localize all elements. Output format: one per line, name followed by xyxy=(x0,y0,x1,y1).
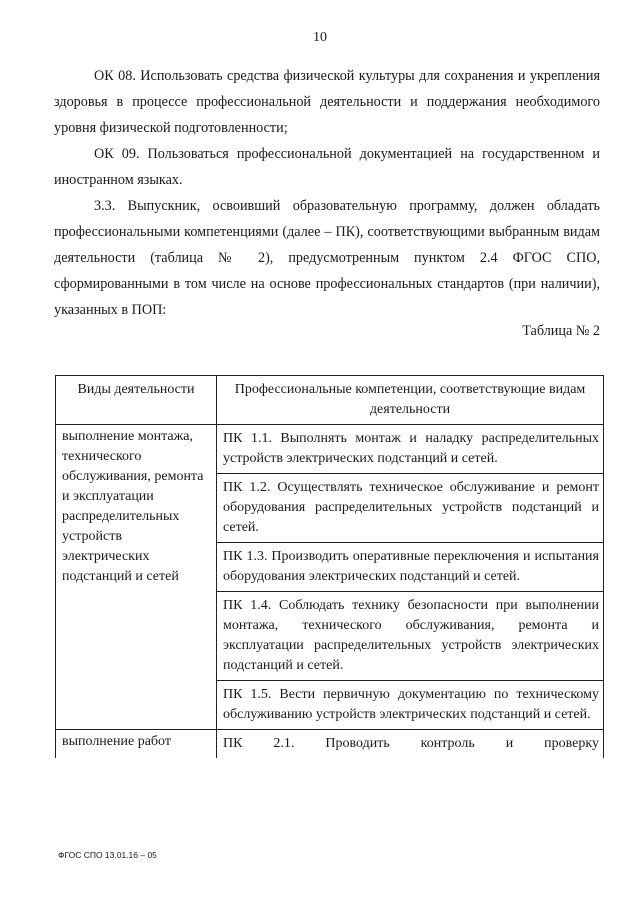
page-number: 10 xyxy=(313,30,327,45)
competency-cell: ПК 1.4. Соблюдать технику безопасности при выполнении монтажа, технического обслуживания, ремонта и эксплуатации распределительных устройств электрических подстанций и сетей. xyxy=(217,592,604,681)
table-row xyxy=(56,425,604,474)
competency-cell: ПК 2.1. Проводить контроль и проверку xyxy=(217,730,604,759)
activity-cell: выполнение монтажа, технического обслуживания, ремонта и эксплуатации распределительных устройств электрических подстанций и сетей xyxy=(56,425,217,730)
competency-cell: ПК 1.5. Вести первичную документацию по техническому обслуживанию устройств электрических подстанций и сетей. xyxy=(217,681,604,730)
paragraph-ok08: ОК 08. Использовать средства физической культуры для сохранения и укрепления здоровья в процессе профессиональной деятельности и поддержания необходимого уровня физической подготовленности; xyxy=(54,68,600,136)
footer: ФГОС СПО 13.01.16 – 05 xyxy=(58,850,157,860)
table-caption: Таблица № 2 xyxy=(522,323,600,339)
table-header-row xyxy=(56,376,604,425)
paragraph-ok09: ОК 09. Пользоваться профессиональной документацией на государственном и иностранном языках. xyxy=(54,146,600,188)
table-row xyxy=(56,730,604,759)
competencies-table xyxy=(55,375,604,758)
competency-cell: ПК 1.2. Осуществлять техническое обслуживание и ремонт оборудования распределительных устройств подстанций и сетей. xyxy=(217,474,604,543)
paragraph-3-3: 3.3. Выпускник, освоивший образовательную программу, должен обладать профессиональными компетенциями (далее – ПК), соответствующими выбранным видам деятельности (таблица № 2), предусмотренным пунктом 2.4 ФГОС СПО, сформированными в том числе на основе профессиональных стандартов (при наличии), указанных в ПОП: xyxy=(54,198,600,318)
competency-cell: ПК 1.3. Производить оперативные переключения и испытания оборудования электрических подстанций и сетей. xyxy=(217,543,604,592)
header-activities: Виды деятельности xyxy=(56,376,217,425)
competency-cell: ПК 1.1. Выполнять монтаж и наладку распределительных устройств электрических подстанций и сетей. xyxy=(217,425,604,474)
header-competencies: Профессиональные компетенции, соответствующие видам деятельности xyxy=(217,376,604,425)
activity-cell: выполнение работ xyxy=(56,730,217,759)
